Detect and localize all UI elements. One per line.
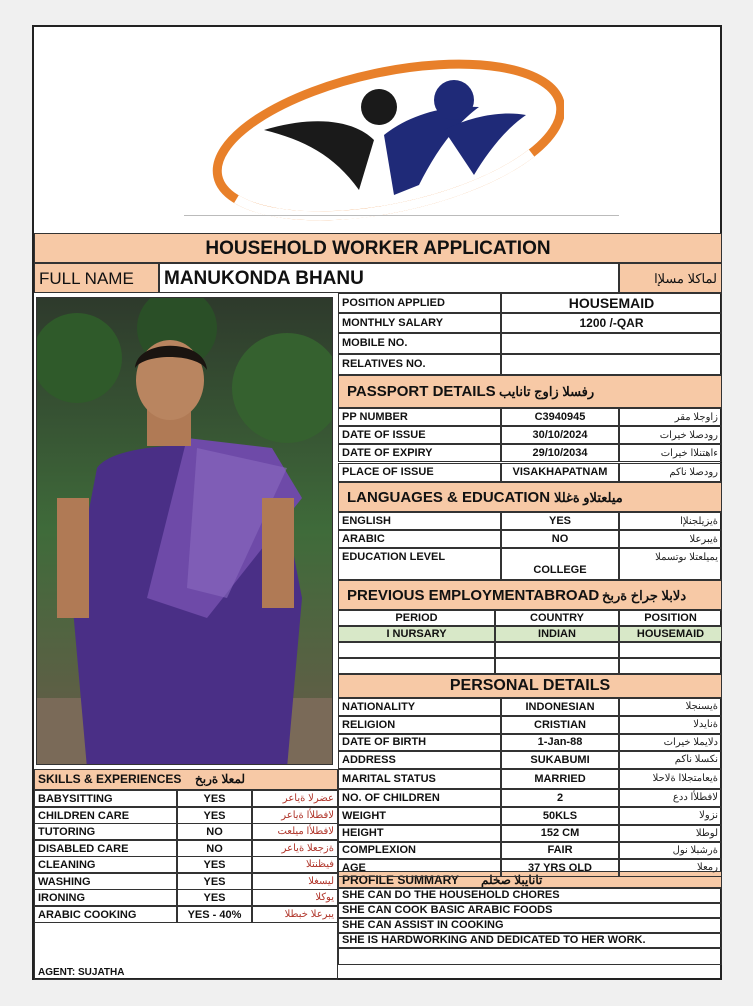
- skill-label: IRONING: [34, 889, 177, 906]
- personal-row-label: COMPLEXION: [338, 842, 501, 859]
- language-row-arabic: ةيبرعلا: [619, 530, 722, 548]
- passport-row-label: DATE OF ISSUE: [338, 426, 501, 444]
- skill-arabic: فيظنتلا: [252, 856, 338, 873]
- employment-cell: I NURSARY: [338, 626, 495, 642]
- skill-label: ARABIC COOKING: [34, 906, 177, 923]
- personal-row-label: RELIGION: [338, 716, 501, 734]
- passport-heading-text: PASSPORT DETAILS: [347, 383, 496, 400]
- languages-heading-arabic: ميلعتلاو ةغللا: [554, 490, 623, 505]
- personal-row-arabic: رمعلا: [619, 859, 722, 877]
- languages-heading-text: LANGUAGES & EDUCATION: [347, 489, 551, 506]
- employment-heading-arabic: دلابلا جراخ ةربخ: [602, 588, 687, 603]
- personal-heading: PERSONAL DETAILS: [338, 674, 722, 698]
- skill-arabic: عضرلا ةياعر: [252, 790, 338, 807]
- personal-row-value: 50KLS: [501, 807, 619, 825]
- skill-value: NO: [177, 823, 252, 840]
- languages-heading: [338, 482, 722, 512]
- skill-label: CHILDREN CARE: [34, 807, 177, 824]
- mobile-no-label: MOBILE NO.: [338, 333, 501, 354]
- passport-row-value: 30/10/2024: [501, 426, 619, 444]
- skill-value: YES: [177, 807, 252, 824]
- personal-row-label: MARITAL STATUS: [338, 769, 501, 789]
- personal-row-arabic: ةرشبلا نول: [619, 842, 722, 859]
- relatives-no-label: RELATIVES NO.: [338, 354, 501, 375]
- skill-value: YES: [177, 790, 252, 807]
- employment-empty-cell: [495, 658, 619, 674]
- language-row-arabic: يميلعتلا ىوتسملا: [619, 548, 722, 580]
- skill-value: NO: [177, 840, 252, 857]
- passport-row-value: C3940945: [501, 408, 619, 426]
- skills-heading-text: SKILLS & EXPERIENCES: [38, 772, 182, 786]
- skill-label: DISABLED CARE: [34, 840, 177, 857]
- agent-box: [34, 922, 338, 980]
- employment-empty-cell: [338, 642, 495, 658]
- personal-row-value: SUKABUMI: [501, 751, 619, 769]
- passport-row-arabic: زاوجلا مقر: [619, 408, 722, 426]
- employment-column-header: COUNTRY: [495, 610, 619, 626]
- skill-label: TUTORING: [34, 823, 177, 840]
- passport-row-label: PLACE OF ISSUE: [338, 463, 501, 482]
- personal-row-arabic: لافطلأا ددع: [619, 789, 722, 807]
- personal-row-arabic: لوطلا: [619, 825, 722, 842]
- language-row-label: EDUCATION LEVEL: [338, 548, 501, 580]
- skills-heading: [34, 769, 338, 790]
- skill-value: YES: [177, 873, 252, 890]
- profile-blank-row: [338, 948, 722, 965]
- employment-cell: HOUSEMAID: [619, 626, 722, 642]
- personal-row-value: INDONESIAN: [501, 698, 619, 716]
- personal-row-value: MARRIED: [501, 769, 619, 789]
- profile-line: SHE CAN COOK BASIC ARABIC FOODS: [338, 903, 722, 918]
- full-name-arabic: لماكلا مسلإا: [619, 263, 722, 293]
- full-name-value: MANUKONDA BHANU: [159, 263, 619, 293]
- profile-line: SHE CAN ASSIST IN COOKING: [338, 918, 722, 933]
- profile-line: SHE IS HARDWORKING AND DEDICATED TO HER WORK.: [338, 933, 722, 948]
- mobile-no-value: [501, 333, 722, 354]
- full-name-label: FULL NAME: [34, 263, 159, 293]
- application-sheet: [32, 25, 722, 980]
- employment-empty-cell: [338, 658, 495, 674]
- personal-row-label: DATE OF BIRTH: [338, 734, 501, 751]
- skill-value: YES - 40%: [177, 906, 252, 923]
- profile-heading-text: PROFILE SUMMARY: [342, 873, 459, 887]
- skill-value: YES: [177, 889, 252, 906]
- personal-row-value: FAIR: [501, 842, 619, 859]
- passport-row-label: PP NUMBER: [338, 408, 501, 426]
- language-row-value: NO: [501, 530, 619, 548]
- passport-row-arabic: رودصلا ناكم: [619, 463, 722, 482]
- passport-row-value: 29/10/2034: [501, 444, 619, 462]
- monthly-salary-value: 1200 /-QAR: [501, 313, 722, 333]
- logo-divider: [184, 215, 619, 216]
- skill-arabic: ليسغلا: [252, 873, 338, 890]
- monthly-salary-label: MONTHLY SALARY: [338, 313, 501, 333]
- passport-row-value: VISAKHAPATNAM: [501, 463, 619, 482]
- personal-row-arabic: ةيعامتجلاا ةلاحلا: [619, 769, 722, 789]
- passport-row-arabic: ءاهتنلاا خيرات: [619, 444, 722, 462]
- agent-name: AGENT: SUJATHA: [38, 967, 125, 978]
- employment-heading: [338, 580, 722, 610]
- skill-arabic: يبرعلا خبطلا: [252, 906, 338, 923]
- personal-row-arabic: ةنايدلا: [619, 716, 722, 734]
- language-row-label: ENGLISH: [338, 512, 501, 530]
- personal-row-label: ADDRESS: [338, 751, 501, 769]
- passport-row-label: DATE OF EXPIRY: [338, 444, 501, 462]
- employment-cell: INDIAN: [495, 626, 619, 642]
- skill-label: WASHING: [34, 873, 177, 890]
- passport-heading-arabic: رفسلا زاوج تانايب: [499, 384, 595, 399]
- position-applied-value: HOUSEMAID: [501, 293, 722, 313]
- employment-column-header: POSITION: [619, 610, 722, 626]
- personal-row-value: 2: [501, 789, 619, 807]
- passport-row-arabic: رودصلا خيرات: [619, 426, 722, 444]
- employment-empty-cell: [619, 658, 722, 674]
- skill-label: BABYSITTING: [34, 790, 177, 807]
- personal-row-arabic: ةيسنجلا: [619, 698, 722, 716]
- personal-row-value: 37 YRS OLD: [501, 859, 619, 877]
- employment-column-header: PERIOD: [338, 610, 495, 626]
- personal-row-label: NO. OF CHILDREN: [338, 789, 501, 807]
- language-row-arabic: ةيزيلجنلإا: [619, 512, 722, 530]
- personal-row-value: 152 CM: [501, 825, 619, 842]
- personal-row-arabic: نكسلا ناكم: [619, 751, 722, 769]
- skill-value: YES: [177, 856, 252, 873]
- profile-heading-arabic: تانايبلا صخلم: [481, 873, 543, 887]
- skill-arabic: ةزجعلا ةياعر: [252, 840, 338, 857]
- personal-row-arabic: دلايملا خيرات: [619, 734, 722, 751]
- relatives-no-value: [501, 354, 722, 375]
- applicant-photo: [36, 297, 333, 765]
- language-row-value: COLLEGE: [501, 548, 619, 580]
- personal-row-label: WEIGHT: [338, 807, 501, 825]
- language-row-value: YES: [501, 512, 619, 530]
- personal-row-value: CRISTIAN: [501, 716, 619, 734]
- personal-row-arabic: نزولا: [619, 807, 722, 825]
- employment-empty-cell: [495, 642, 619, 658]
- skills-heading-arabic: لمعلا ةربخ: [195, 772, 246, 786]
- personal-row-label: NATIONALITY: [338, 698, 501, 716]
- employment-empty-cell: [619, 642, 722, 658]
- passport-heading: [338, 375, 722, 408]
- skill-arabic: يوكلا: [252, 889, 338, 906]
- personal-row-label: HEIGHT: [338, 825, 501, 842]
- agency-logo: [204, 45, 564, 225]
- language-row-label: ARABIC: [338, 530, 501, 548]
- personal-row-value: 1-Jan-88: [501, 734, 619, 751]
- skill-arabic: لافطلأا ةياعر: [252, 807, 338, 824]
- position-applied-label: POSITION APPLIED: [338, 293, 501, 313]
- employment-heading-text: PREVIOUS EMPLOYMENTABROAD: [347, 587, 600, 604]
- personal-row-label: AGE: [338, 859, 501, 877]
- skill-arabic: لافطلأا ميلعت: [252, 823, 338, 840]
- page-title: HOUSEHOLD WORKER APPLICATION: [34, 233, 722, 263]
- skill-label: CLEANING: [34, 856, 177, 873]
- profile-line: SHE CAN DO THE HOUSEHOLD CHORES: [338, 888, 722, 903]
